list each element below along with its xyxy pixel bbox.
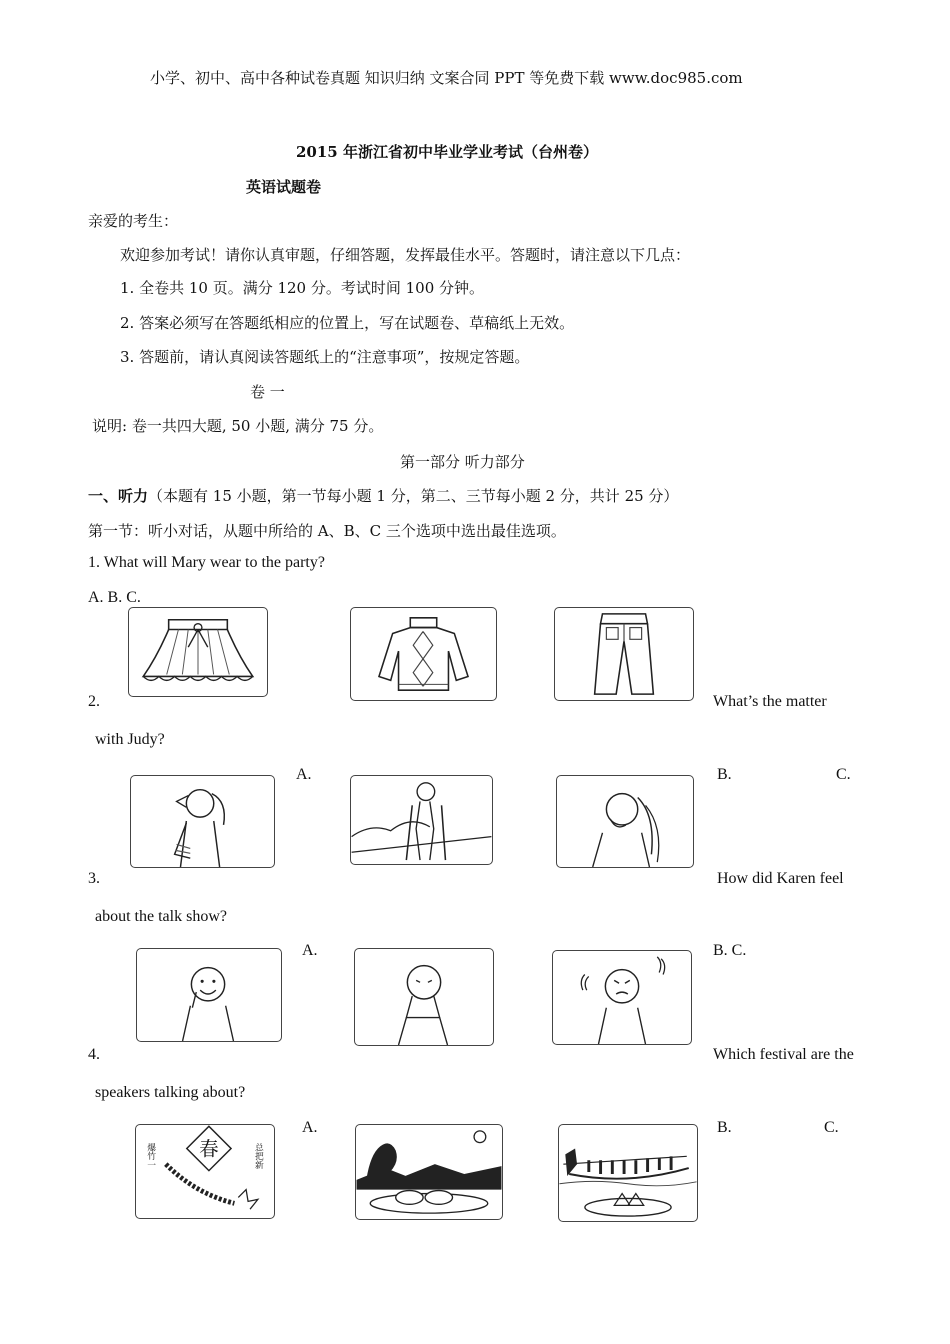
subsection-instructions: 第一节：听小对话，从题中所给的 A、B、C 三个选项中选出最佳选项。	[88, 522, 566, 540]
exam-subtitle: 英语试题卷	[246, 178, 322, 196]
girl-happy-icon[interactable]	[136, 948, 282, 1042]
question-3-option-a: A.	[302, 942, 318, 959]
page-header: 小学、初中、高中各种试卷真题 知识归纳 文案合同 PPT 等免费下载 www.doc985.com	[150, 69, 743, 87]
volume-label: 卷 一	[250, 383, 285, 401]
dragon-boat-icon[interactable]	[558, 1124, 698, 1222]
skirt-icon[interactable]	[128, 607, 268, 697]
part-title: 第一部分 听力部分	[400, 453, 525, 471]
girl-coughing-icon[interactable]	[556, 775, 694, 868]
girl-angry-icon[interactable]	[552, 950, 692, 1045]
question-2-text: What’s the matter	[713, 693, 827, 710]
question-2-option-b: B.	[717, 766, 732, 783]
question-2-text-cont: with Judy?	[95, 731, 165, 748]
question-4-option-a: A.	[302, 1119, 318, 1136]
jeans-icon[interactable]	[554, 607, 694, 701]
welcome-text: 欢迎参加考试！请你认真审题，仔细答题，发挥最佳水平。答题时，请注意以下几点：	[120, 246, 691, 264]
spring-character: 春	[199, 1137, 219, 1161]
section-heading	[88, 485, 678, 506]
question-3-option-bc: B. C.	[713, 942, 747, 959]
question-number: 1.	[88, 554, 100, 571]
section-label: 一、听力	[88, 487, 149, 505]
exam-title: 2015 年浙江省初中毕业学业考试（台州卷）	[296, 143, 598, 161]
girl-crying-icon[interactable]	[354, 948, 494, 1046]
question-2-option-a: A.	[296, 766, 312, 783]
mid-autumn-mooncake-icon[interactable]	[355, 1124, 503, 1220]
question-4-option-b: B.	[717, 1119, 732, 1136]
couplet-right: 总把新	[252, 1142, 263, 1170]
question-4-option-c: C.	[824, 1119, 839, 1136]
question-2-option-c: C.	[836, 766, 851, 783]
girl-injured-arm-icon[interactable]	[130, 775, 275, 868]
question-1-options: A. B. C.	[88, 589, 141, 606]
question-1-text	[88, 554, 325, 572]
question-stem: What will Mary wear to the party?	[103, 554, 325, 571]
question-4-number: 4.	[88, 1046, 100, 1063]
section-desc: （本题有 15 小题，第一节每小题 1 分，第二、三节每小题 2 分，共计 25 分）	[148, 487, 679, 505]
note-2: 2. 答案必须写在答题纸相应的位置上，写在试题卷、草稿纸上无效。	[120, 314, 575, 332]
volume-note: 说明: 卷一共四大题, 50 小题, 满分 75 分。	[92, 417, 384, 435]
question-2-number: 2.	[88, 693, 100, 710]
note-3: 3. 答题前，请认真阅读答题纸上的“注意事项”，按规定答题。	[120, 348, 530, 366]
question-4-text: Which festival are the	[713, 1046, 854, 1063]
girl-crutches-icon[interactable]	[350, 775, 493, 865]
sweater-icon[interactable]	[350, 607, 497, 701]
spring-festival-icon[interactable]	[135, 1124, 275, 1219]
couplet-left: 爆竹一	[145, 1142, 156, 1170]
question-3-text: How did Karen feel	[717, 870, 844, 887]
question-3-number: 3.	[88, 870, 100, 887]
greeting: 亲爱的考生：	[88, 212, 179, 230]
note-1: 1. 全卷共 10 页。满分 120 分。考试时间 100 分钟。	[120, 279, 485, 297]
question-3-text-cont: about the talk show?	[95, 908, 227, 925]
question-4-text-cont: speakers talking about?	[95, 1084, 246, 1101]
